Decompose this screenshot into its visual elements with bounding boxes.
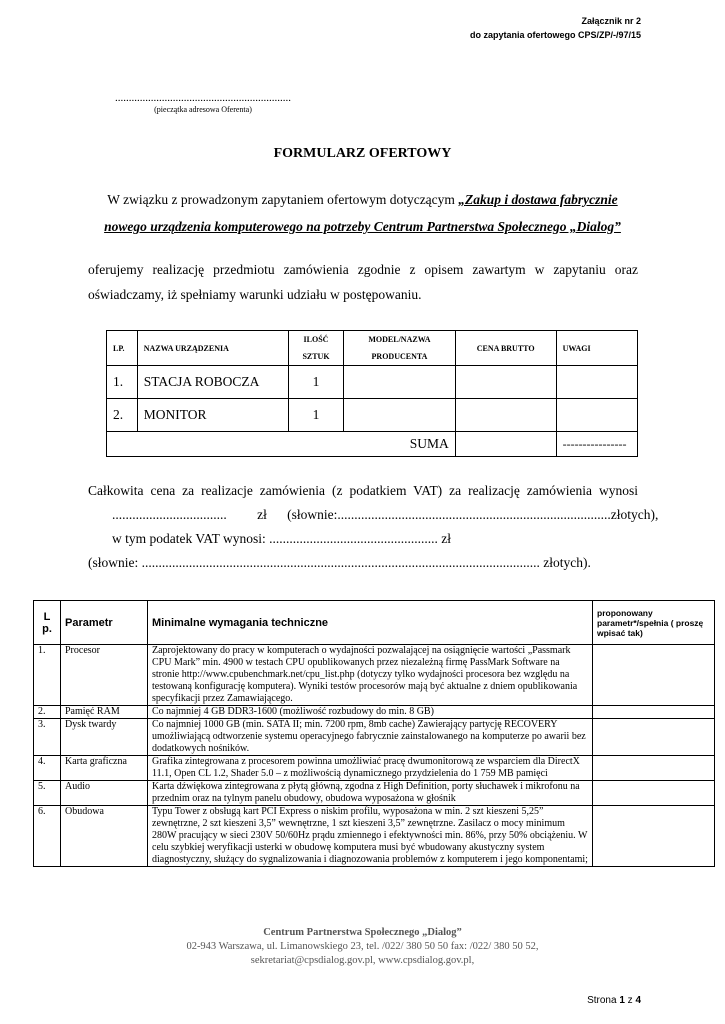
spec-header-lp: L p.: [34, 601, 61, 645]
row-model-field[interactable]: [344, 399, 456, 432]
document-header: [470, 14, 641, 42]
footer-address: 02-943 Warszawa, ul. Limanowskiego 23, tel. /022/ 380 50 50 fax: /022/ 380 50 52,: [186, 941, 539, 952]
spec-param: Audio: [61, 781, 148, 806]
spec-offered-field[interactable]: [593, 806, 715, 867]
spec-header-requirements: Minimalne wymagania techniczne: [148, 601, 593, 645]
spec-offered-field[interactable]: [593, 781, 715, 806]
offer-table: [106, 330, 638, 457]
offer-text: oferujemy realizację przedmiotu zamówienia zgodnie z opisem zawartym w zapytaniu oraz oświadczamy, iż spełniamy warunki udziału w postępowaniu.: [88, 262, 638, 302]
intro-subject-1: „Zakup i dostawa fabrycznie: [458, 192, 618, 207]
header-model: MODEL/NAZWA PRODUCENTA: [344, 331, 456, 366]
spec-row: [34, 645, 715, 706]
spec-lp: 5.: [34, 781, 61, 806]
spec-requirement: Grafika zintegrowana z procesorem powinna umożliwiać pracę dwumonitorową ze wsparciem dla DirectX 11.1, Open CL 1.2, Shader 5.0 – z możliwością dynamicznego przydzielenia do 1 759 MB pamięci: [148, 756, 593, 781]
annex-number: Załącznik nr 2: [581, 16, 641, 26]
page-number: Strona 1 z 4: [587, 995, 641, 1006]
spec-lp: 6.: [34, 806, 61, 867]
header-lp: LP.: [107, 331, 138, 366]
spec-param: Pamięć RAM: [61, 706, 148, 719]
spec-offered-field[interactable]: [593, 756, 715, 781]
row-device-name: MONITOR: [137, 399, 288, 432]
page-footer: [0, 926, 725, 968]
spec-offered-field[interactable]: [593, 645, 715, 706]
spec-requirement: Co najmniej 4 GB DDR3-1600 (możliwość rozbudowy do min. 8 GB): [148, 706, 593, 719]
spec-param: Procesor: [61, 645, 148, 706]
spec-lp: 3.: [34, 719, 61, 756]
row-notes-field[interactable]: [556, 366, 637, 399]
stamp-dots: ................................................................: [115, 92, 291, 104]
spec-requirement: Karta dźwiękowa zintegrowana z płytą główną, zgodna z High Definition, porty słuchawek i mikrofonu na przednim oraz na tylnym panelu obudowy, obudowa wyposażona w głośnik: [148, 781, 593, 806]
header-gross-price: CENA BRUTTO: [455, 331, 556, 366]
form-title: FORMULARZ OFERTOWY: [273, 146, 452, 161]
row-notes-field[interactable]: [556, 399, 637, 432]
spec-table: [33, 600, 715, 867]
sum-price-field[interactable]: [455, 432, 556, 457]
stamp-label: (pieczątka adresowa Oferenta): [154, 105, 252, 114]
sum-dashes: ----------------: [556, 432, 637, 457]
sum-label: SUMA: [107, 432, 456, 457]
price-line-2[interactable]: .................................. zł (słownie:.................................................................................złotych),: [112, 507, 659, 522]
footer-org: Centrum Partnerstwa Społecznego „Dialog”: [263, 927, 462, 938]
spec-param: Obudowa: [61, 806, 148, 867]
header-device-name: NAZWA URZĄDZENIA: [137, 331, 288, 366]
sum-row: [107, 432, 638, 457]
row-model-field[interactable]: [344, 366, 456, 399]
row-lp: 1.: [107, 366, 138, 399]
header-quantity: ILOŚĆ SZTUK: [288, 331, 343, 366]
header-notes: UWAGI: [556, 331, 637, 366]
annex-reference: do zapytania ofertowego CPS/ZP/-/97/15: [469, 30, 641, 40]
intro-subject-2: nowego urządzenia komputerowego na potrzeby Centrum Partnerstwa Społecznego „Dialog”: [104, 219, 621, 234]
spec-requirement: Zaprojektowany do pracy w komputerach o wydajności pozwalającej na osiągnięcie wartości „Passmark CPU Mark” min. 4900 w testach CPU opublikowanych przez niezależną firmę PassMark Software na stronie http://www.cpubenchmark.net/cpu_list.php (dotyczy tylko wydajności procesora bez względu na testowaną konfigurację komputera). Wyniki testów procesorów mają być aktualne z dniem opublikowania specyfikacji przez Zamawiającego.: [148, 645, 593, 706]
intro-paragraph: [0, 186, 725, 240]
spec-param: Karta graficzna: [61, 756, 148, 781]
spec-requirement: Co najmniej 1000 GB (min. SATA II; min. 7200 rpm, 8mb cache) Zawierający partycję RECOVERY umożliwiającą odtworzenie systemu operacyjnego fabrycznie zainstalowanego na komputerze po awarii bez dodatkowych nośników.: [148, 719, 593, 756]
row-price-field[interactable]: [455, 399, 556, 432]
stamp-area: [88, 92, 318, 115]
price-line-3[interactable]: w tym podatek VAT wynosi: .................................................. zł: [112, 531, 452, 546]
spec-row: [34, 806, 715, 867]
row-lp: 2.: [107, 399, 138, 432]
spec-param: Dysk twardy: [61, 719, 148, 756]
spec-header-param: Parametr: [61, 601, 148, 645]
footer-contact: sekretariat@cpsdialog.gov.pl, www.cpsdialog.gov.pl,: [250, 955, 475, 966]
spec-row: [34, 756, 715, 781]
spec-lp: 1.: [34, 645, 61, 706]
row-quantity: 1: [288, 399, 343, 432]
spec-header-offered: proponowany parametr*/spełnia ( proszę wpisać tak): [593, 601, 715, 645]
spec-lp: 4.: [34, 756, 61, 781]
price-line-4[interactable]: (słownie: ...................................................................................................................... złotych).: [88, 555, 591, 570]
spec-row: [34, 706, 715, 719]
row-device-name: STACJA ROBOCZA: [137, 366, 288, 399]
spec-lp: 2.: [34, 706, 61, 719]
row-price-field[interactable]: [455, 366, 556, 399]
price-line-1: Całkowita cena za realizacje zamówienia (z podatkiem VAT) za realizację zamówienia wynosi: [88, 483, 638, 498]
offer-row: [107, 399, 638, 432]
spec-row: [34, 781, 715, 806]
row-quantity: 1: [288, 366, 343, 399]
spec-offered-field[interactable]: [593, 719, 715, 756]
offer-row: [107, 366, 638, 399]
spec-requirement: Typu Tower z obsługą kart PCI Express o niskim profilu, wyposażona w min. 2 szt kieszeni 5,25” zewnętrzne, 2 szt kieszeni 3,5” wewnętrzne, 1 szt kieszeni 3,5” zewnętrzne. Zasilacz o mocy minimum 280W pracujący w sieci 230V 50/60Hz prądu zmiennego i efektywności min. 86%, przy 50% obciążeniu. W celu szybkiej weryfikacji usterki w obudowę komputera musi być wbudowany akustyczny system diagnostyczny, służący do sygnalizowania i diagnozowania problemów z komputerem i jego komponentami;: [148, 806, 593, 867]
spec-offered-field[interactable]: [593, 706, 715, 719]
intro-prefix: W związku z prowadzonym zapytaniem ofertowym dotyczącym: [107, 192, 459, 207]
price-section: [88, 479, 659, 575]
spec-row: [34, 719, 715, 756]
